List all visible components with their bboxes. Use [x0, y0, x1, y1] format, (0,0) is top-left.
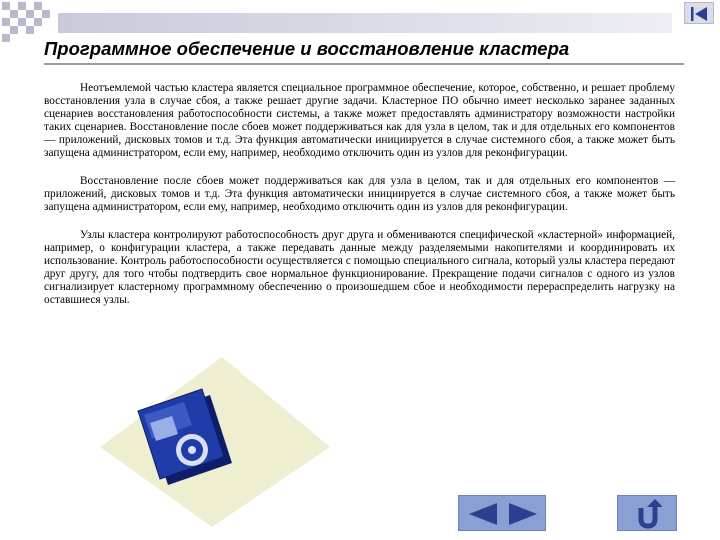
- arrow-right-icon[interactable]: [507, 501, 541, 527]
- top-gradient-bar: [58, 13, 672, 33]
- title-divider: [44, 63, 684, 65]
- slide-title: Программное обеспечение и восстановление кластера: [44, 38, 570, 59]
- paragraph: Неотъемлемой частью кластера является специальное программное обеспечение, которое, собственно, и решает проблему восстановления узла в случае сбоя, а также решает другие задачи. Кластерное ПО обычно имеет несколько заранее заданных сценариев восстановления работоспособности системы, а также может предоставлять администратору возможности настройки таких сценариев. Восстановление после сбоев может поддерживаться как для узла в целом, так и для отдельных его компонентов — приложений, дисковых томов и т.д. Эта функция автоматически инициируется в случае системного сбоя, а также может быть запущена администратором, если ему, например, необходимо отключить один из узлов для реконфигурации.: [44, 82, 675, 159]
- paragraph: Восстановление после сбоев может поддерживаться как для узла в целом, так и для отдельных его компонентов — приложений, дисковых томов и т.д. Эта функция автоматически инициируется в случае системного сбоя, а также может быть запущена администратором, если ему, например, необходимо отключить один из узлов для реконфигурации.: [44, 175, 675, 213]
- arrow-left-icon[interactable]: [465, 501, 499, 527]
- floppy-disk-decoration: [92, 355, 332, 530]
- slide-body: [44, 82, 675, 322]
- return-icon: [634, 499, 662, 529]
- nav-first-button[interactable]: [684, 2, 714, 24]
- return-button[interactable]: [617, 495, 677, 531]
- prev-next-button-group: [458, 495, 546, 531]
- nav-first-icon: [685, 3, 715, 25]
- paragraph: Узлы кластера контролируют работоспособность друг друга и обмениваются специфической «кластерной» информацией, например, о конфигурации кластера, а также передавать данные между разделяемыми накопителями и координировать их использование. Контроль работоспособности осуществляется с помощью специального сигнала, который узлы кластера передают друг другу, для того чтобы подтвердить свое нормальное функционирование. Прекращение подачи сигналов с одного из узлов сигнализирует кластерному программному обеспечению о произошедшем сбое и необходимости перераспределить нагрузку на оставшиеся узлы.: [44, 229, 675, 306]
